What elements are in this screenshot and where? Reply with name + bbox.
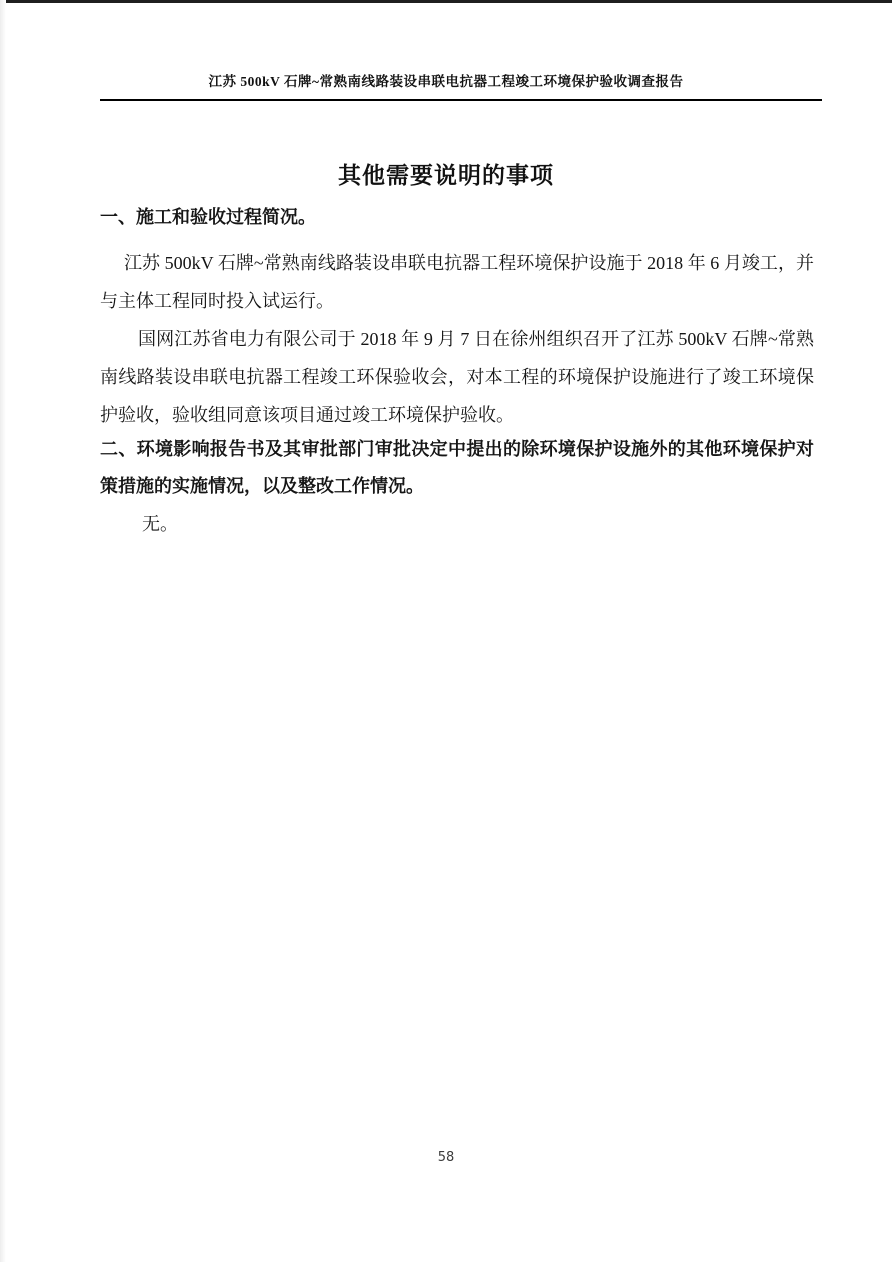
header-rule	[100, 99, 822, 101]
section-1-paragraph-1: 江苏 500kV 石牌~常熟南线路装设串联电抗器工程环境保护设施于 2018 年 6 月竣工，并与主体工程同时投入试运行。	[100, 253, 814, 311]
section-2-paragraph-1: 无。	[142, 514, 178, 534]
page-number: 58	[437, 1150, 455, 1165]
section-1-paragraph-2: 国网江苏省电力有限公司于 2018 年 9 月 7 日在徐州组织召开了江苏 500kV 石牌~常熟南线路装设串联电抗器工程竣工环保验收会，对本工程的环境保护设施进行了竣工环境保护验收，验收组同意该项目通过竣工环境保护验收。	[100, 329, 814, 425]
document-body	[100, 205, 814, 543]
section-1-heading: 一、施工和验收过程简况。	[100, 207, 316, 227]
page-title: 其他需要说明的事项	[338, 163, 554, 188]
running-header: 江苏 500kV 石牌~常熟南线路装设串联电抗器工程竣工环境保护验收调查报告	[208, 74, 684, 89]
section-2-heading: 二、环境影响报告书及其审批部门审批决定中提出的除环境保护设施外的其他环境保护对策措施的实施情况，以及整改工作情况。	[100, 439, 814, 496]
scan-top-edge	[0, 0, 892, 3]
